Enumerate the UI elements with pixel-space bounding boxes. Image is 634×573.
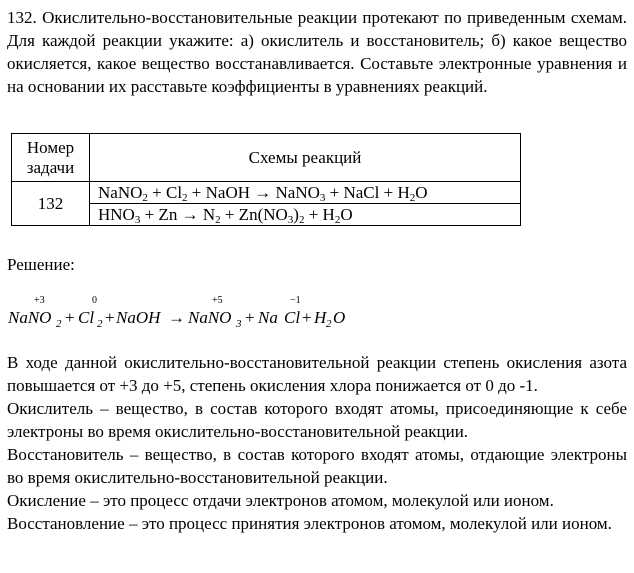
- plus-1: +: [65, 308, 75, 327]
- ox-state-cl-product: −1: [290, 295, 301, 306]
- reaction-scheme-2: $HNO_3 + Zn \to N_2 + Zn(NO_3)_2 + H_2O$: [90, 204, 521, 226]
- redox-equation: [8, 289, 628, 337]
- paragraph-reduction-definition: Восстановление – это процесс принятия электронов атомом, молекулой или ионом.: [7, 514, 612, 533]
- header-reaction-schemes: Схемы реакций: [90, 134, 521, 182]
- task-number-cell: 132: [12, 182, 90, 226]
- plus-4: +: [302, 308, 312, 327]
- term-cl-sub: 2: [97, 318, 103, 330]
- header-task-number: Номер задачи: [12, 134, 90, 182]
- paragraph-reducer-definition: Восстановитель – вещество, в состав которого входят атомы, отдающие электроны во время окислительно-восстановительной реакции.: [7, 445, 627, 487]
- plus-3: +: [245, 308, 255, 327]
- term-h-sub: 2: [326, 318, 332, 330]
- solution-text: [7, 351, 627, 535]
- term-h: H: [314, 308, 327, 327]
- term-cl-product: Cl: [284, 308, 301, 327]
- ox-state-cl-reactant: 0: [92, 295, 97, 306]
- term-naoh: NaOH: [116, 308, 161, 327]
- reaction-arrow: →: [168, 308, 185, 327]
- ox-state-n-reactant: +3: [34, 295, 45, 306]
- plus-2: +: [105, 308, 115, 327]
- reaction-scheme-1: NaNO$_2$ + $Cl_2$ + NaOH → NaNO$_3$ + NaCl + $H_2O$: [90, 182, 521, 204]
- term-nano-product: NaNO: [188, 308, 232, 327]
- term-o: O: [333, 308, 346, 327]
- term-nano-sub: 2: [56, 318, 62, 330]
- paragraph-oxidation-states: В ходе данной окислительно-восстановительной реакции степень окисления азота повышается от +3 до +5, степень окисления хлора понижается от 0 до -1.: [7, 353, 627, 395]
- paragraph-oxidation-definition: Окисление – это процесс отдачи электронов атомом, молекулой или ионом.: [7, 491, 554, 510]
- reactions-table: [11, 133, 521, 226]
- term-nano: NaNO: [8, 308, 52, 327]
- paragraph-oxidizer-definition: Окислитель – вещество, в состав которого входят атомы, присоединяющие к себе электроны во время окислительно-восстановительной реакции.: [7, 399, 627, 441]
- term-cl: Cl: [78, 308, 95, 327]
- term-nano-product-sub: 3: [236, 318, 242, 330]
- term-na: Na: [258, 308, 278, 327]
- solution-label: Решение:: [7, 255, 75, 274]
- problem-statement: 132. Окислительно-восстановительные реакции протекают по приведенным схемам. Для каждой реакции укажите: а) окислитель и восстановитель; б) какое вещество окисляется, какое вещество восстанавливается. Составьте электронные уравнения и на основании их расставьте коэффициенты в уравнениях реакций.: [7, 8, 627, 96]
- ox-state-n-product: +5: [212, 295, 223, 306]
